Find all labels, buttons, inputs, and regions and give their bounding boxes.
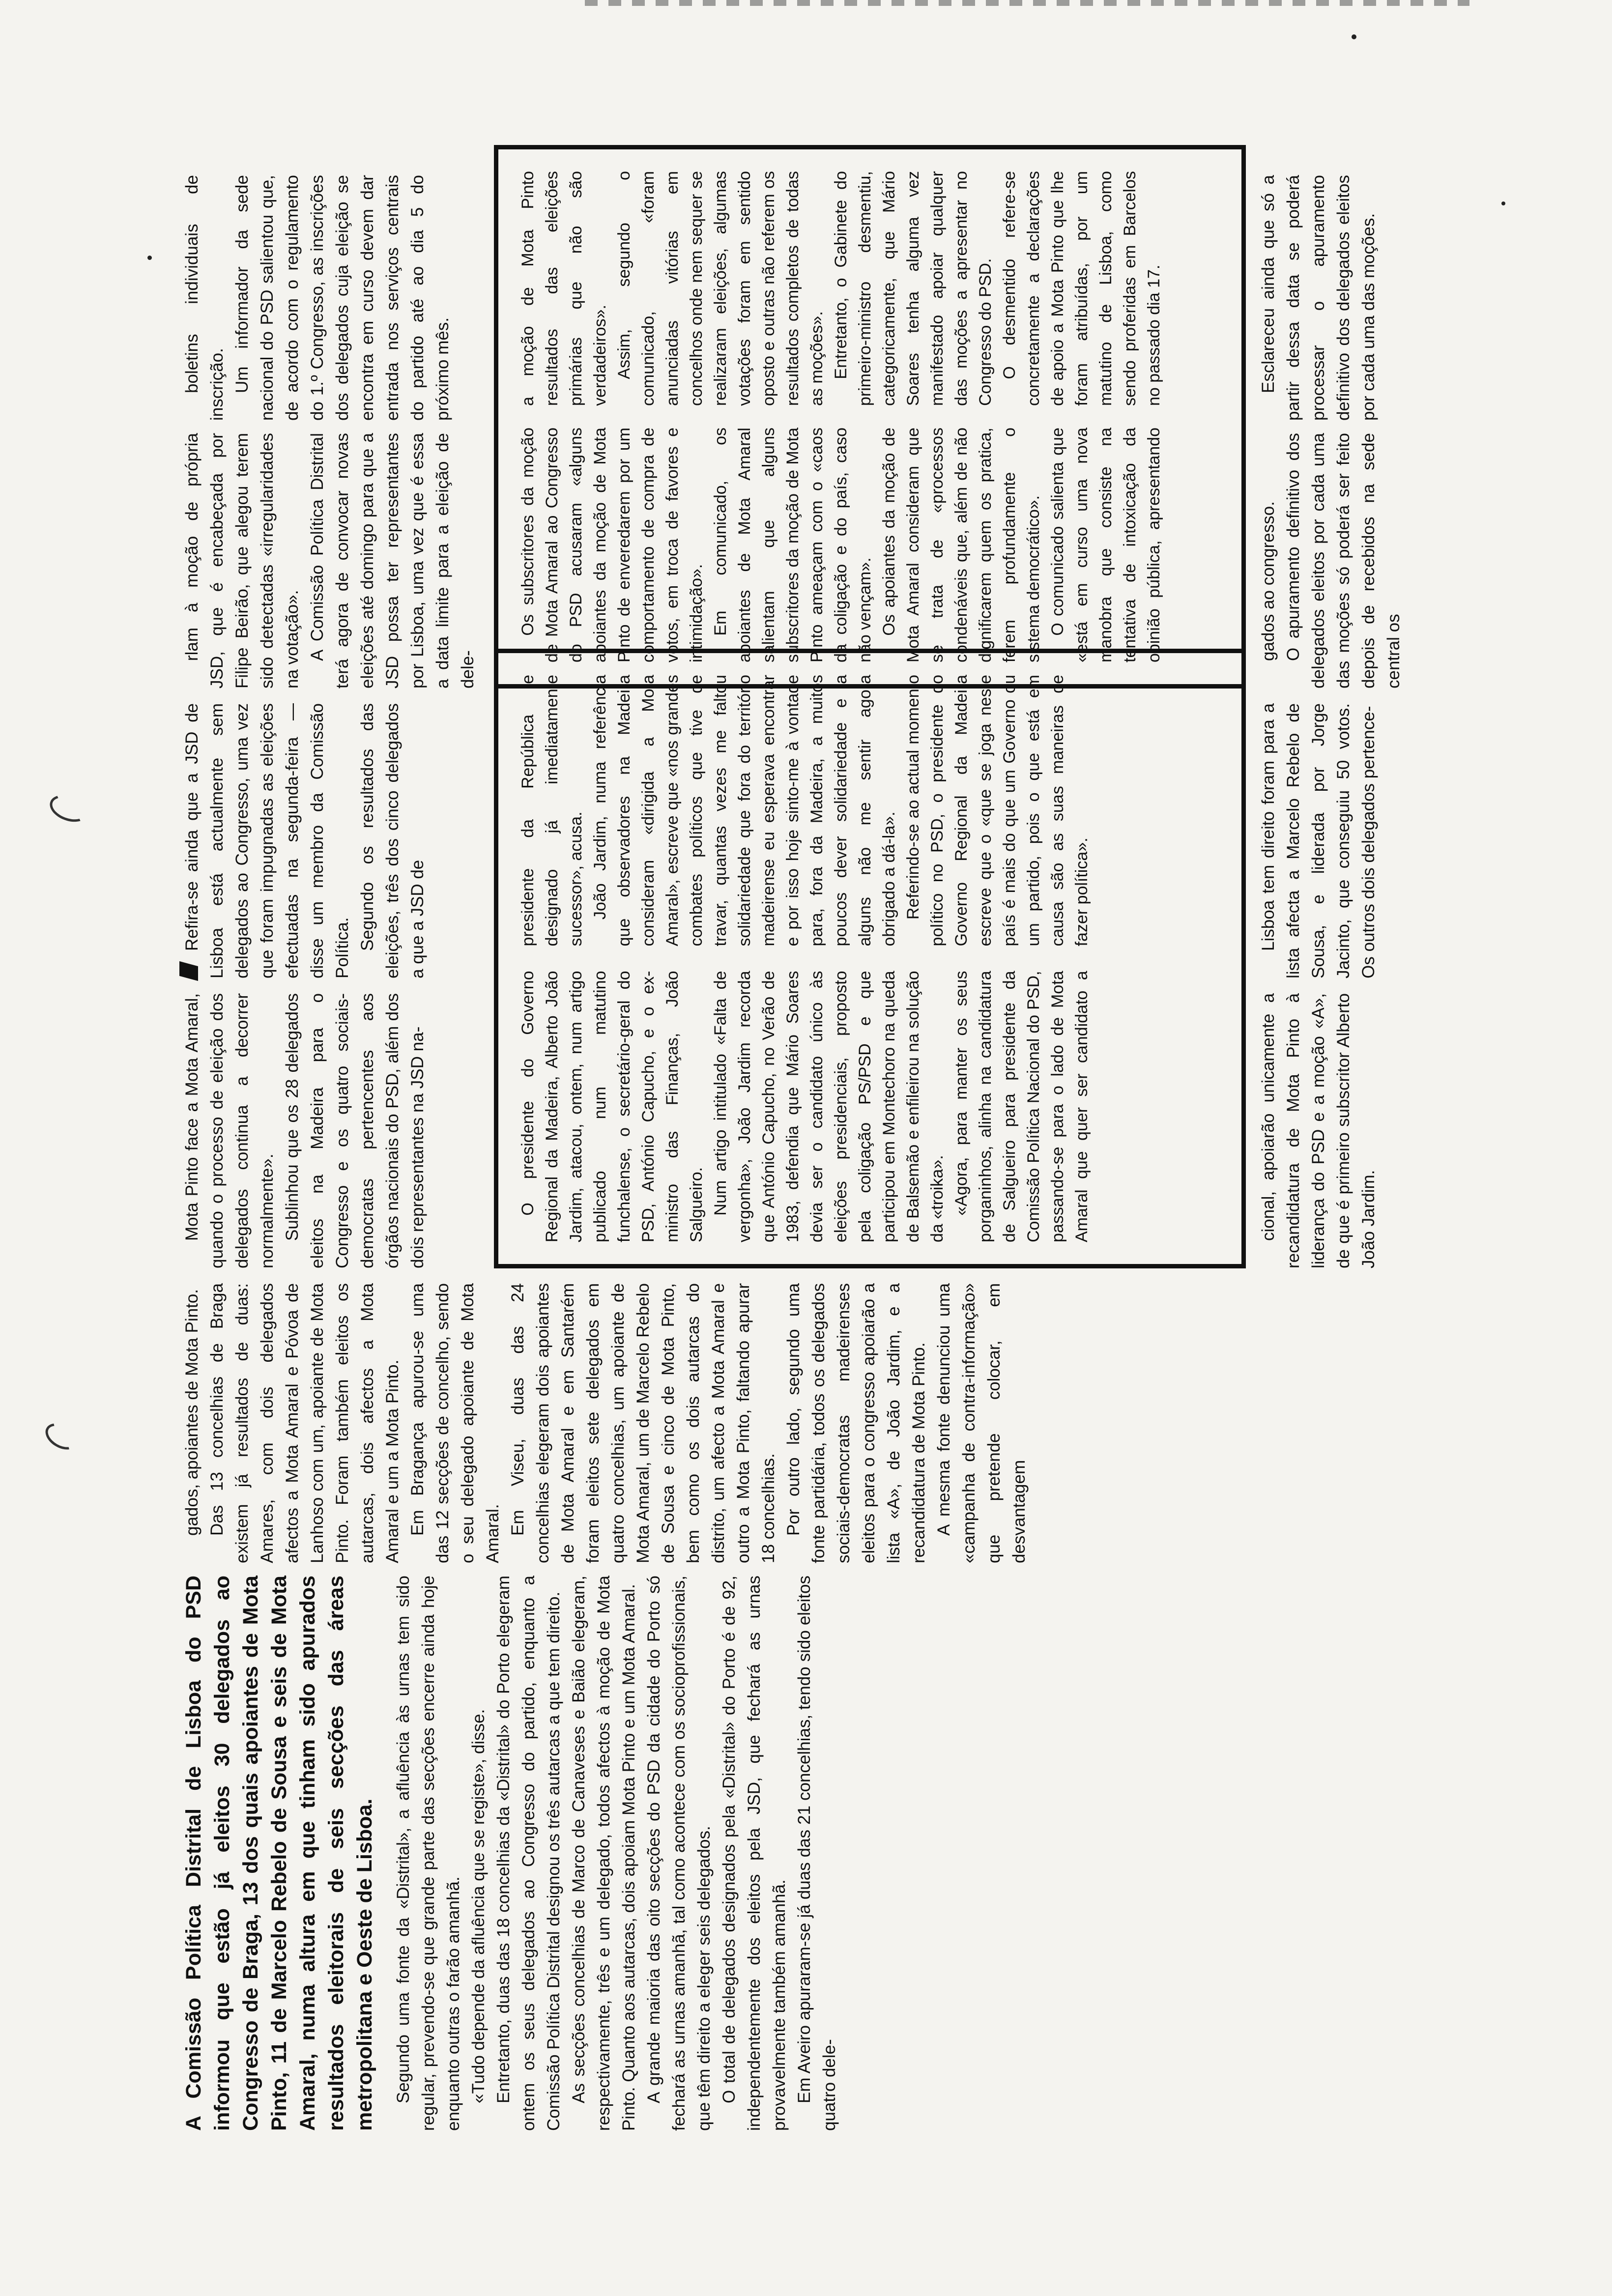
paragraph: A Comissão Política Distrital terá agora de convocar novas eleições até domingo para que a JSD possa ter representantes por Lisboa, uma vez que é essa a data limite para a eleição de dele- [308, 433, 477, 689]
paragraph: Em Bragança apurou-se uma das 12 secções de concelho, sendo o seu delegado apoiante de Mota Amaral. [408, 1283, 502, 1563]
paragraph: O apuramento definitivo dos delegados eleitos por cada uma das moções só poderá ser feito depois de recebidos na sede central os [1284, 433, 1403, 689]
scan-speck [1352, 34, 1356, 39]
article-bottom-2 [1256, 703, 1423, 978]
paragraph: Por outro lado, segundo uma fonte partidária, todos os delegados sociais-democratas madeirenses eleitos para o congresso apoiarão a lista «A», de João Jardim, e a recandidatura de Mota Pinto. [784, 1283, 928, 1563]
article-bottom-1 [1256, 993, 1423, 1268]
paragraph: «Agora, para manter os seus porganinhos, alinha na candidatura de Salgueiro para presidente da Comissão Política Nacional do PSD, passando-se para o lado de Mota Amaral que quer ser candidato a presidente da República e designado já imediatamente sucessor», acusa. [518, 675, 1091, 1242]
boxed-sidebar-mota-amaral [494, 145, 1246, 689]
paragraph: O comunicado salienta que «está em curso uma nova manobra que consiste na tentativa de intoxicação da opinião pública, apresentando a moção de Mota Pinto resultados das eleições primárias que não são verdadeiros». [518, 171, 1163, 662]
paragraph: As secções concelhias de Marco de Canaveses e Baião elegeram, respectivamente, três e um delegado, todos afectos à moção de Mota Pinto. Quanto aos autarcas, dois apoiam Mota Pinto e um Mota Amaral. [569, 1576, 638, 2131]
article-bottom-4 [1256, 175, 1423, 421]
paragraph: O total de delegados designados pela «Distrital» do Porto é de 92, independentemente dos eleitos pela JSD, que fechará as urnas provavelmente também amanhã. [720, 1576, 789, 2131]
boxed-sidebar-jardim [494, 649, 1246, 1268]
paragraph: Entretanto, o Gabinete do primeiro-ministro desmentiu, categoricamente, que Mário Soares tenha alguma vez manifestado apoiar qualquer das moções a apresentar no Congresso do PSD. [832, 171, 995, 406]
page-edge-rule [585, 0, 1469, 6]
lead-paragraph: A Comissão Política Distrital de Lisboa do PSD informou que estão já eleitos 30 delegados ao Congresso de Braga, 13 dos quais apoiantes de Mota Pinto, 11 de Marcelo Rebelo de Sousa e seis de Mota Amaral, numa altura em que tinham sido apurados resultados eleitorais de seis secções das áreas metropolitana e Oeste de Lisboa. [182, 1576, 376, 2131]
paragraph: João Jardim, numa referência que observadores na Madeira consideram «dirigida a Mota Amaral», escreve que «nos grandes combates políticos que tive de travar, quantas vezes me faltou solidariedade que fora do território madeirense eu esperava encontrar e por isso hoje sinto-me à vontade para, fora da Madeira, a muitos poucos dever solidariedade e a alguns não me sentir agora obrigado a dá-la». [591, 675, 898, 947]
paragraph: Segundo uma fonte da «Distrital», a afluência às urnas tem sido regular, prevendo-se que grande parte das secções encerre ainda hoje enquanto outras o farão amanhã. [394, 1576, 463, 2131]
paragraph: Refira-se ainda que a JSD de Lisboa está actualmente sem delegados ao Congresso, uma vez que foram impugnadas as eleições efectuadas na segunda-feira — disse um membro da Comissão Política. [182, 703, 352, 978]
article-bottom-3 [1256, 433, 1423, 689]
paragraph: Os subscritores da moção de Mota Amaral ao Congresso do PSD acusaram «alguns apoiantes da moção de Mota Pinto de enveredarem por um comportamento de compra de votos, em troca de favores e intimidação». [518, 428, 706, 662]
rotated-article [179, 165, 1433, 2131]
paragraph: rlam à moção de própria JSD, que é encabeçada por Filipe Beirão, que alegou terem sido detectadas «irregularidades na votação». [182, 433, 302, 689]
paragraph: Segundo os resultados das eleições, três dos cinco delegados a que a JSD de [358, 703, 427, 978]
paragraph: Lisboa tem direito foram para a lista afecta a Marcelo Rebelo de Sousa, e liderada por Jorge Jacinto, que conseguiu 50 votos. Os outros dois delegados pertence- [1259, 703, 1378, 978]
scan-mark [46, 790, 91, 827]
paragraph: Referindo-se ao actual momento político no PSD, o presidente do Governo Regional da Madeira escreve que o «que se joga neste país é mais do que um Governo ou um partido, pois o que está em causa são as suas maneiras de fazer política». [904, 675, 1091, 947]
paragraph: A mesma fonte denunciou uma «campanha de contra-informação» que pretende colocar, em desvantagem [934, 1283, 1029, 1563]
paragraph: O desmentido refere-se concretamente a declarações de apoio a Mota Pinto que lhe foram atribuídas, por um matutino de Lisboa, como sendo proferidas em Barcelos no passado dia 17. [1000, 171, 1163, 406]
paragraph: Um informador da sede nacional do PSD salientou que, de acordo com o regulamento do 1.º Congresso, as inscrições dos delegados cuja eleição se encontra em curso devem dar entrada nos serviços centrais do partido até ao dia 5 do próximo mês. [232, 175, 452, 421]
paragraph: Mota Pinto face a Mota Amaral, quando o processo de eleição dos delegados continua a decorrer normalmente». [182, 993, 277, 1268]
paragraph: boletins individuais de inscrição. [182, 175, 227, 421]
article-column-1 [179, 1576, 839, 2131]
paragraph: gados ao congresso. [1259, 501, 1278, 661]
paragraph: Entretanto, duas das 18 concelhias da «Distrital» do Porto elegeram ontem os seus delegados ao Congresso do partido, enquanto a Comissão Política Distrital designou os três autarcas a que tem direito. [494, 1576, 563, 2131]
paragraph: Esclareceu ainda que só a partir dessa data se poderá processar o apuramento definitivo dos delegados eleitos por cada uma das moções. [1259, 175, 1378, 421]
article-column-4 [179, 703, 474, 978]
paragraph: Em comunicado, os apoiantes de Mota Amaral salientam que alguns subscritores da moção de Mota Pinto ameaçam com o «caos da coligação e do país, caso não vençam». [711, 428, 874, 662]
paragraph: gados, apoiantes de Mota Pinto. [182, 1289, 202, 1536]
paragraph: Das 13 concelhias de Braga existem já resultados de duas: Amares, com dois delegados afectos a Mota Amaral e Póvoa de Lanhoso com um, apoiante de Mota Pinto. Foram também eleitos os autarcas, dois afectos a Mota Amaral e um a Mota Pinto. [207, 1283, 402, 1563]
paragraph: cional, apoiarão unicamente a recandidatura de Mota Pinto à liderança do PSD e a moção «A», de que é primeiro subscritor Alberto João Jardim. [1259, 993, 1378, 1268]
scan-speck [147, 256, 152, 260]
paragraph: A grande maioria das oito secções do PSD da cidade do Porto só fechará as urnas amanhã, tal como acontece com os socioprofissionais, que têm direito a eleger seis delegados. [644, 1576, 714, 2131]
paragraph: Num artigo intitulado «Falta de vergonha», João Jardim recorda que António Capucho, no Verão de 1983, defendia que Mário Soares devia ser o candidato único às eleições presidenciais, proposto pela coligação PS/PSD e que participou em Montechoro na queda de Balsemão e enfileirou na solução da «troika». [711, 971, 947, 1242]
paragraph: Sublinhou que os 28 delegados eleitos na Madeira para o Congresso e os quatro sociais-democratas pertencentes aos órgãos nacionais do PSD, além dos dois representantes na JSD na- [283, 993, 427, 1268]
article-column-2 [179, 1283, 1029, 1563]
paragraph: Em Aveiro apuraram-se já duas das 21 concelhias, tendo sido eleitos quatro dele- [795, 1576, 839, 2131]
article-column-3 [179, 993, 474, 1268]
article-column-6 [179, 175, 474, 421]
paragraph: «Tudo depende da afluência que se registe», disse. [469, 1709, 488, 2103]
article-column-5 [179, 433, 477, 689]
scan-speck [1501, 201, 1505, 205]
scan-mark [41, 1418, 82, 1455]
paragraph: Os apoiantes da moção de Mota Amaral consideram que se trata de «processos condenáveis que, além de não dignificarem quem os pratica, ferem profundamente o sistema democrático». [880, 428, 1043, 662]
paragraph: O presidente do Governo Regional da Madeira, Alberto João Jardim, atacou, ontem, num artigo publicado num matutino funchalense, o secretário-geral do PSD, António Capucho, e o ex-ministro das Finanças, João Salgueiro. [518, 971, 706, 1242]
paragraph: Em Viseu, duas das 24 concelhias elegeram dois apoiantes de Mota Amaral e em Santarém foram eleitos sete delegados em quatro concelhias, um apoiante de Mota Amaral, um de Marcelo Rebelo de Sousa e cinco de Mota Pinto, bem como os dois autarcas do distrito, um afecto a Mota Amaral e outro a Mota Pinto, faltando apurar 18 concelhias. [508, 1283, 778, 1563]
paragraph: Assim, segundo o comunicado, «foram anunciadas vitórias em concelhos onde nem sequer se realizaram eleições, algumas votações foram em sentido oposto e outras não referem os resultados completos de todas as moções». [615, 171, 826, 406]
